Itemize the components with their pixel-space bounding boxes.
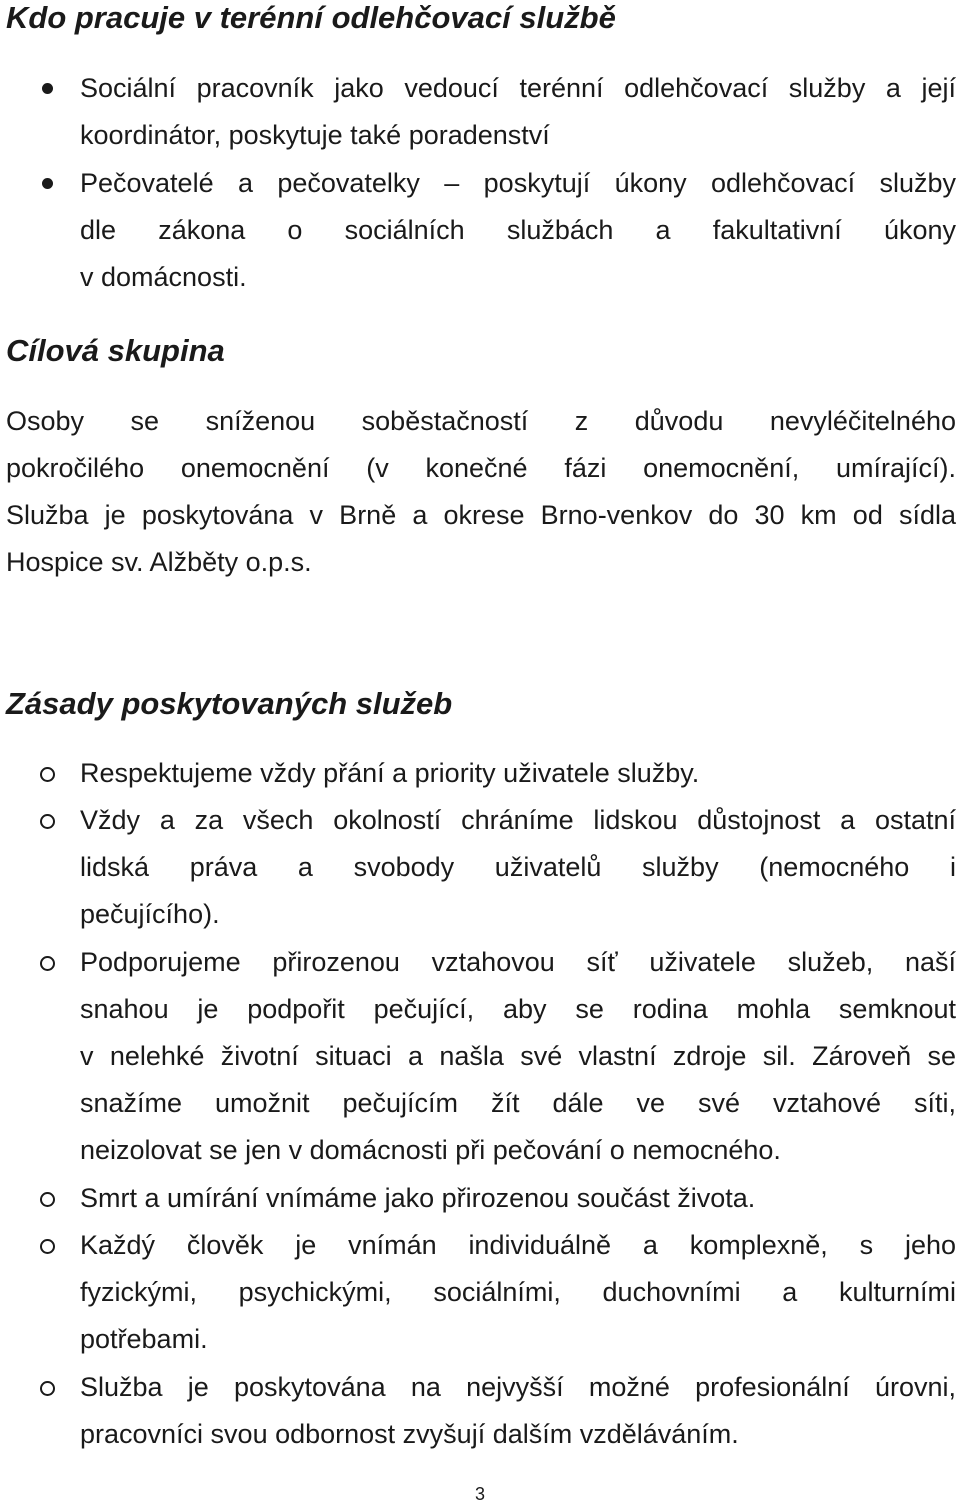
list-item-line: fyzickými, psychickými, sociálními, duchovními a kulturními [80,1277,956,1307]
paragraph-line: Osoby se sníženou soběstačností z důvodu nevyléčitelného [6,406,956,436]
list-item-line: Smrt a umírání vnímáme jako přirozenou součást života. [80,1183,756,1213]
heading-who-works: Kdo pracuje v terénní odlehčovací službě [6,0,616,35]
bullet-circle-icon [40,1239,55,1254]
list-item-line: snažíme umožnit pečujícím žít dále ve své vztahové síti, [80,1088,956,1118]
list-item-line: pracovníci svou odbornost zvyšují dalším vzděláváním. [80,1419,739,1449]
list-item-line: dle zákona o sociálních službách a fakultativní úkony [80,215,956,245]
list-item-line: v nelehké životní situaci a našla své vlastní zdroje sil. Zároveň se [80,1041,956,1071]
list-item-line: Pečovatelé a pečovatelky – poskytují úkony odlehčovací služby [80,168,956,198]
bullet-circle-icon [40,1381,55,1396]
list-item-line: Vždy a za všech okolností chráníme lidskou důstojnost a ostatní [80,805,956,835]
heading-principles: Zásady poskytovaných služeb [6,686,453,721]
list-item-line: neizolovat se jen v domácnosti při pečování o nemocného. [80,1135,781,1165]
list-item-line: snahou je podpořit pečující, aby se rodina mohla semknout [80,994,956,1024]
list-item-line: v domácnosti. [80,262,247,292]
paragraph-line: pokročilého onemocnění (v konečné fázi onemocnění, umírající). [6,453,956,483]
paragraph-line: Hospice sv. Alžběty o.p.s. [6,547,312,577]
bullet-circle-icon [40,1192,55,1207]
list-item-line: pečujícího). [80,899,220,929]
bullet-circle-icon [40,956,55,971]
heading-target-group: Cílová skupina [6,333,225,368]
bullet-dot-icon [42,83,53,94]
list-item-line: potřebami. [80,1324,208,1354]
list-item-line: Sociální pracovník jako vedoucí terénní odlehčovací služby a její [80,73,956,103]
target-group-paragraph [6,398,956,586]
list-item-line: koordinátor, poskytuje také poradenství [80,120,550,150]
list-item-line: Respektujeme vždy přání a priority uživatele služby. [80,758,700,788]
bullet-circle-icon [40,814,55,829]
paragraph-line: Služba je poskytována v Brně a okrese Brno-venkov do 30 km od sídla [6,500,956,530]
bullet-circle-icon [40,767,55,782]
list-item-line: Podporujeme přirozenou vztahovou síť uživatele služeb, naší [80,947,956,977]
list-item-line: Služba je poskytována na nejvyšší možné profesionální úrovni, [80,1372,956,1402]
list-item-line: lidská práva a svobody uživatelů služby (nemocného i [80,852,956,882]
bullet-dot-icon [42,178,53,189]
list-item-line: Každý člověk je vnímán individuálně a komplexně, s jeho [80,1230,956,1260]
page-number: 3 [474,1484,485,1504]
